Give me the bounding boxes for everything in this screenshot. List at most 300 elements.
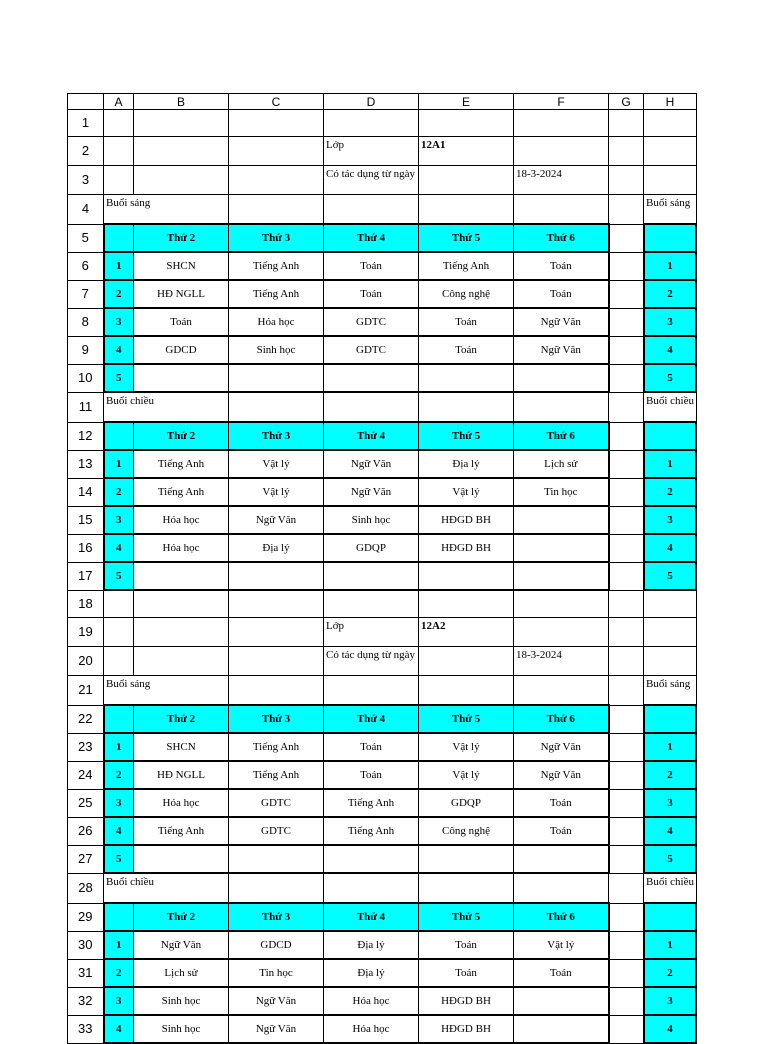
subject-cell[interactable] [324,562,419,590]
subject-cell[interactable]: Tiếng Anh [229,280,324,308]
cell[interactable] [229,590,324,618]
subject-cell[interactable] [229,845,324,873]
row-number[interactable]: 24 [68,761,104,789]
cell[interactable] [134,166,229,195]
cell[interactable] [609,336,644,364]
subject-cell[interactable]: Toán [514,959,609,987]
period-number[interactable]: 1 [104,733,134,761]
subject-cell[interactable] [419,562,514,590]
subject-cell[interactable]: Ngữ Văn [514,761,609,789]
subject-cell[interactable]: Ngữ Văn [324,450,419,478]
subject-cell[interactable]: Ngữ Văn [514,308,609,336]
subject-cell[interactable]: Toán [514,789,609,817]
period-number[interactable]: 4 [104,336,134,364]
cell[interactable] [609,534,644,562]
row-number[interactable]: 25 [68,789,104,817]
cell[interactable] [324,195,419,225]
cell[interactable] [229,873,324,903]
cell[interactable] [324,110,419,137]
period-number-right[interactable]: 2 [644,761,697,789]
subject-cell[interactable]: Ngữ Văn [134,931,229,959]
weekday-header[interactable]: Thứ 3 [229,422,324,450]
cell[interactable] [514,676,609,706]
cell[interactable] [609,676,644,706]
cell[interactable] [419,873,514,903]
row-number[interactable]: 18 [68,590,104,618]
subject-cell[interactable]: Hóa học [134,506,229,534]
cell[interactable] [104,647,134,676]
subject-cell[interactable]: Ngữ Văn [514,336,609,364]
period-number[interactable]: 4 [104,817,134,845]
subject-cell[interactable]: Tin học [229,959,324,987]
subject-cell[interactable]: Ngữ Văn [514,733,609,761]
cell[interactable] [229,618,324,647]
cell[interactable] [609,705,644,733]
subject-cell[interactable]: GDTC [324,336,419,364]
weekday-header[interactable]: Thứ 2 [134,903,229,931]
subject-cell[interactable]: Toán [419,336,514,364]
cell[interactable] [644,166,697,195]
session-label-right[interactable]: Buổi chiều [644,392,697,422]
cell[interactable] [609,789,644,817]
subject-cell[interactable]: Toán [134,308,229,336]
subject-cell[interactable]: Hóa học [134,789,229,817]
weekday-header[interactable]: Thứ 6 [514,705,609,733]
period-number-right[interactable]: 4 [644,534,697,562]
period-header-cell-right[interactable] [644,224,697,252]
session-label-right[interactable]: Buổi chiều [644,873,697,903]
subject-cell[interactable]: Tiếng Anh [229,761,324,789]
subject-cell[interactable]: Vật lý [419,733,514,761]
period-number-right[interactable]: 4 [644,1015,697,1043]
row-number[interactable]: 7 [68,280,104,308]
subject-cell[interactable] [324,845,419,873]
row-number[interactable]: 5 [68,224,104,252]
cell[interactable] [134,647,229,676]
weekday-header[interactable]: Thứ 5 [419,422,514,450]
row-number[interactable]: 11 [68,392,104,422]
subject-cell[interactable]: Tiếng Anh [229,733,324,761]
weekday-header[interactable]: Thứ 3 [229,705,324,733]
subject-cell[interactable]: HĐGD BH [419,1015,514,1043]
cell[interactable] [609,364,644,392]
cell[interactable] [609,618,644,647]
subject-cell[interactable]: Tiếng Anh [324,817,419,845]
cell[interactable] [609,817,644,845]
period-number-right[interactable]: 1 [644,252,697,280]
cell[interactable] [609,1015,644,1043]
cell[interactable] [609,195,644,225]
subject-cell[interactable]: Vật lý [419,761,514,789]
column-header-b[interactable]: B [134,94,229,110]
period-header-cell-right[interactable] [644,422,697,450]
period-number[interactable]: 4 [104,1015,134,1043]
period-number-right[interactable]: 5 [644,845,697,873]
row-number[interactable]: 3 [68,166,104,195]
subject-cell[interactable]: GDTC [229,817,324,845]
cell[interactable] [134,618,229,647]
row-number[interactable]: 21 [68,676,104,706]
cell[interactable] [609,110,644,137]
subject-cell[interactable]: Toán [324,733,419,761]
row-number[interactable]: 27 [68,845,104,873]
cell[interactable] [609,647,644,676]
subject-cell[interactable]: Toán [514,280,609,308]
subject-cell[interactable]: Địa lý [229,534,324,562]
column-header-c[interactable]: C [229,94,324,110]
cell[interactable] [324,590,419,618]
session-label[interactable]: Buổi sáng [104,195,229,225]
subject-cell[interactable] [514,534,609,562]
subject-cell[interactable]: GDTC [229,789,324,817]
subject-cell[interactable]: Sinh học [134,987,229,1015]
row-number[interactable]: 30 [68,931,104,959]
row-number[interactable]: 19 [68,618,104,647]
subject-cell[interactable]: Địa lý [419,450,514,478]
weekday-header[interactable]: Thứ 2 [134,224,229,252]
cell[interactable] [609,392,644,422]
weekday-header[interactable]: Thứ 4 [324,422,419,450]
period-number[interactable]: 5 [104,364,134,392]
subject-cell[interactable] [514,845,609,873]
subject-cell[interactable]: Sinh học [229,336,324,364]
cell[interactable] [134,590,229,618]
period-number-right[interactable]: 4 [644,817,697,845]
subject-cell[interactable]: Toán [324,252,419,280]
period-number[interactable]: 1 [104,252,134,280]
cell[interactable] [609,733,644,761]
cell[interactable] [229,676,324,706]
period-header-cell[interactable] [104,903,134,931]
period-header-cell[interactable] [104,705,134,733]
subject-cell[interactable] [134,562,229,590]
row-number[interactable]: 2 [68,137,104,166]
row-number[interactable]: 29 [68,903,104,931]
row-number[interactable]: 6 [68,252,104,280]
subject-cell[interactable]: Công nghệ [419,817,514,845]
row-number[interactable]: 15 [68,506,104,534]
period-number-right[interactable]: 1 [644,450,697,478]
subject-cell[interactable]: Lịch sử [514,450,609,478]
row-number[interactable]: 1 [68,110,104,137]
subject-cell[interactable]: Sinh học [134,1015,229,1043]
column-header-d[interactable]: D [324,94,419,110]
cell[interactable] [609,845,644,873]
column-header-e[interactable]: E [419,94,514,110]
subject-cell[interactable]: Tiếng Anh [229,252,324,280]
subject-cell[interactable]: Toán [419,931,514,959]
subject-cell[interactable] [134,845,229,873]
cell[interactable] [514,590,609,618]
subject-cell[interactable]: Ngữ Văn [229,506,324,534]
effective-date[interactable] [514,618,609,647]
period-number-right[interactable]: 2 [644,478,697,506]
subject-cell[interactable]: Lịch sử [134,959,229,987]
subject-cell[interactable]: Tin học [514,478,609,506]
cell[interactable] [644,137,697,166]
subject-cell[interactable]: GDCD [134,336,229,364]
subject-cell[interactable]: HĐGD BH [419,987,514,1015]
subject-cell[interactable] [514,506,609,534]
cell[interactable] [609,450,644,478]
weekday-header[interactable]: Thứ 4 [324,903,419,931]
cell[interactable] [609,252,644,280]
row-number[interactable]: 9 [68,336,104,364]
period-number-right[interactable]: 3 [644,987,697,1015]
row-number[interactable]: 16 [68,534,104,562]
period-number-right[interactable]: 1 [644,733,697,761]
cell[interactable] [229,110,324,137]
info-label[interactable]: Có tác dụng từ ngày [324,647,419,676]
subject-cell[interactable]: Tiếng Anh [134,478,229,506]
period-number-right[interactable]: 3 [644,789,697,817]
subject-cell[interactable]: Ngữ Văn [229,987,324,1015]
subject-cell[interactable]: Tiếng Anh [134,450,229,478]
cell[interactable] [104,590,134,618]
subject-cell[interactable]: Công nghệ [419,280,514,308]
subject-cell[interactable]: Hóa học [324,987,419,1015]
column-header-g[interactable]: G [609,94,644,110]
subject-cell[interactable] [419,364,514,392]
period-number-right[interactable]: 2 [644,959,697,987]
session-label-right[interactable]: Buổi sáng [644,676,697,706]
weekday-header[interactable]: Thứ 4 [324,224,419,252]
subject-cell[interactable]: SHCN [134,733,229,761]
cell[interactable] [609,959,644,987]
row-number[interactable]: 33 [68,1015,104,1043]
cell[interactable] [229,392,324,422]
period-number-right[interactable]: 2 [644,280,697,308]
period-header-cell-right[interactable] [644,903,697,931]
subject-cell[interactable]: Toán [324,280,419,308]
cell[interactable] [324,676,419,706]
subject-cell[interactable]: Hóa học [134,534,229,562]
subject-cell[interactable]: HĐ NGLL [134,280,229,308]
subject-cell[interactable] [229,562,324,590]
subject-cell[interactable]: HĐGD BH [419,506,514,534]
cell[interactable] [609,506,644,534]
cell[interactable] [514,392,609,422]
subject-cell[interactable] [514,562,609,590]
class-name[interactable]: 12A1 [419,137,514,166]
period-number[interactable]: 5 [104,562,134,590]
cell[interactable] [609,478,644,506]
cell[interactable] [644,647,697,676]
weekday-header[interactable]: Thứ 6 [514,422,609,450]
cell[interactable] [609,422,644,450]
period-number[interactable]: 3 [104,789,134,817]
period-number[interactable]: 4 [104,534,134,562]
cell[interactable] [609,931,644,959]
period-number[interactable]: 5 [104,845,134,873]
subject-cell[interactable] [134,364,229,392]
cell[interactable] [609,761,644,789]
cell[interactable] [419,590,514,618]
subject-cell[interactable]: Ngữ Văn [229,1015,324,1043]
period-number-right[interactable]: 3 [644,506,697,534]
session-label[interactable]: Buổi chiều [104,873,229,903]
row-number[interactable]: 28 [68,873,104,903]
row-number[interactable]: 12 [68,422,104,450]
subject-cell[interactable]: Toán [419,959,514,987]
period-number[interactable]: 2 [104,478,134,506]
class-name[interactable]: 12A2 [419,618,514,647]
cell[interactable] [104,137,134,166]
weekday-header[interactable]: Thứ 5 [419,705,514,733]
subject-cell[interactable] [229,364,324,392]
period-header-cell[interactable] [104,224,134,252]
subject-cell[interactable]: Toán [324,761,419,789]
weekday-header[interactable]: Thứ 3 [229,903,324,931]
cell[interactable] [514,110,609,137]
subject-cell[interactable]: GDQP [324,534,419,562]
subject-cell[interactable]: Sinh học [324,506,419,534]
cell[interactable] [609,280,644,308]
cell[interactable] [419,676,514,706]
row-number[interactable]: 4 [68,195,104,225]
row-number[interactable]: 31 [68,959,104,987]
subject-cell[interactable]: Hóa học [229,308,324,336]
subject-cell[interactable]: Vật lý [229,478,324,506]
period-number[interactable]: 3 [104,308,134,336]
cell[interactable] [609,166,644,195]
subject-cell[interactable]: Vật lý [514,931,609,959]
cell[interactable] [609,137,644,166]
cell[interactable] [609,224,644,252]
row-number[interactable]: 22 [68,705,104,733]
cell[interactable] [419,392,514,422]
cell[interactable] [644,590,697,618]
weekday-header[interactable]: Thứ 6 [514,903,609,931]
subject-cell[interactable]: HĐGD BH [419,534,514,562]
subject-cell[interactable]: GDTC [324,308,419,336]
subject-cell[interactable]: Toán [419,308,514,336]
period-number-right[interactable]: 5 [644,364,697,392]
cell[interactable] [134,110,229,137]
subject-cell[interactable]: Vật lý [419,478,514,506]
period-number[interactable]: 1 [104,931,134,959]
period-number[interactable]: 2 [104,761,134,789]
period-number-right[interactable]: 3 [644,308,697,336]
info-label[interactable]: Lớp [324,137,419,166]
subject-cell[interactable]: HĐ NGLL [134,761,229,789]
weekday-header[interactable]: Thứ 5 [419,224,514,252]
period-number[interactable]: 1 [104,450,134,478]
subject-cell[interactable]: Tiếng Anh [134,817,229,845]
cell[interactable] [644,110,697,137]
subject-cell[interactable]: GDQP [419,789,514,817]
period-number[interactable]: 3 [104,987,134,1015]
subject-cell[interactable]: Địa lý [324,959,419,987]
subject-cell[interactable]: Vật lý [229,450,324,478]
subject-cell[interactable]: Địa lý [324,931,419,959]
class-name[interactable] [419,166,514,195]
cell[interactable] [609,308,644,336]
subject-cell[interactable]: SHCN [134,252,229,280]
subject-cell[interactable]: Tiếng Anh [419,252,514,280]
cell[interactable] [419,195,514,225]
weekday-header[interactable]: Thứ 4 [324,705,419,733]
cell[interactable] [104,618,134,647]
session-label-right[interactable]: Buổi sáng [644,195,697,225]
cell[interactable] [514,873,609,903]
effective-date[interactable] [514,137,609,166]
subject-cell[interactable]: Toán [514,252,609,280]
period-number[interactable]: 2 [104,280,134,308]
info-label[interactable]: Có tác dụng từ ngày [324,166,419,195]
subject-cell[interactable] [514,364,609,392]
subject-cell[interactable] [514,987,609,1015]
cell[interactable] [229,166,324,195]
period-number-right[interactable]: 1 [644,931,697,959]
subject-cell[interactable]: GDCD [229,931,324,959]
cell[interactable] [419,110,514,137]
row-number[interactable]: 10 [68,364,104,392]
period-header-cell[interactable] [104,422,134,450]
column-header-a[interactable]: A [104,94,134,110]
row-number[interactable]: 8 [68,308,104,336]
session-label[interactable]: Buổi sáng [104,676,229,706]
cell[interactable] [229,137,324,166]
cell[interactable] [324,873,419,903]
cell[interactable] [104,110,134,137]
weekday-header[interactable]: Thứ 5 [419,903,514,931]
weekday-header[interactable]: Thứ 6 [514,224,609,252]
period-number[interactable]: 3 [104,506,134,534]
period-number[interactable]: 2 [104,959,134,987]
row-number[interactable]: 26 [68,817,104,845]
weekday-header[interactable]: Thứ 3 [229,224,324,252]
row-number[interactable]: 17 [68,562,104,590]
subject-cell[interactable]: Ngữ Văn [324,478,419,506]
row-number[interactable]: 13 [68,450,104,478]
cell[interactable] [609,562,644,590]
info-label[interactable]: Lớp [324,618,419,647]
cell[interactable] [514,195,609,225]
period-header-cell-right[interactable] [644,705,697,733]
cell[interactable] [104,166,134,195]
subject-cell[interactable] [419,845,514,873]
subject-cell[interactable]: Hóa học [324,1015,419,1043]
cell[interactable] [609,590,644,618]
cell[interactable] [229,195,324,225]
cell[interactable] [229,647,324,676]
cell[interactable] [644,618,697,647]
effective-date[interactable]: 18-3-2024 [514,647,609,676]
row-number[interactable]: 20 [68,647,104,676]
effective-date[interactable]: 18-3-2024 [514,166,609,195]
cell[interactable] [134,137,229,166]
cell[interactable] [609,903,644,931]
cell[interactable] [609,987,644,1015]
column-header-h[interactable]: H [644,94,697,110]
weekday-header[interactable]: Thứ 2 [134,705,229,733]
subject-cell[interactable] [324,364,419,392]
row-number[interactable]: 23 [68,733,104,761]
row-number[interactable]: 32 [68,987,104,1015]
period-number-right[interactable]: 5 [644,562,697,590]
subject-cell[interactable] [514,1015,609,1043]
subject-cell[interactable]: Tiếng Anh [324,789,419,817]
cell[interactable] [324,392,419,422]
row-number[interactable]: 14 [68,478,104,506]
column-header-f[interactable]: F [514,94,609,110]
corner-cell[interactable] [68,94,104,110]
session-label[interactable]: Buổi chiều [104,392,229,422]
period-number-right[interactable]: 4 [644,336,697,364]
class-name[interactable] [419,647,514,676]
subject-cell[interactable]: Toán [514,817,609,845]
